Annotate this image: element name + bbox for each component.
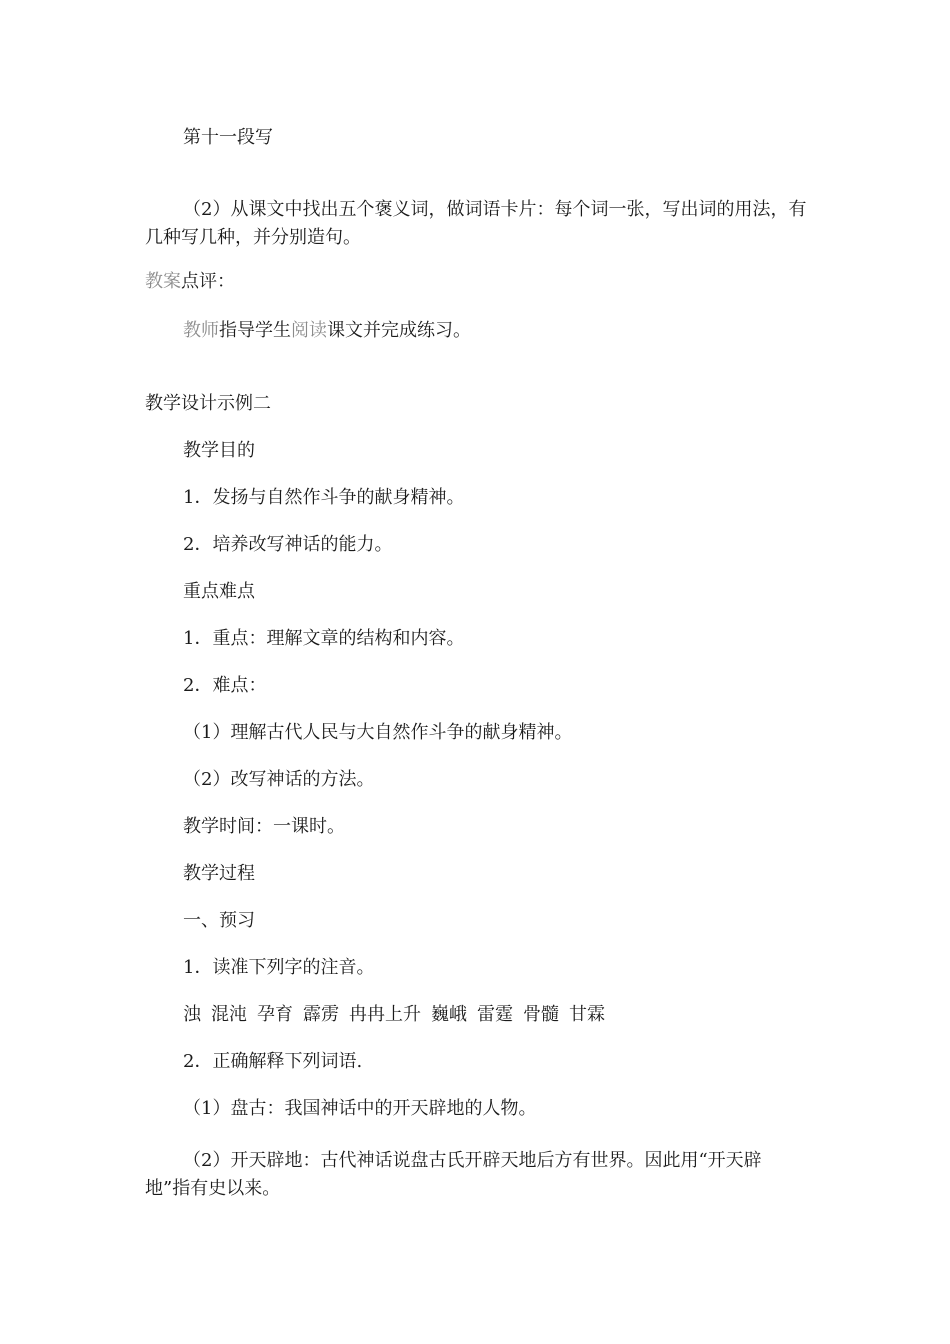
vocab-word: 巍峨: [431, 1004, 467, 1025]
objective-item-2: 2．培养改写神话的能力。: [183, 534, 393, 555]
definition-2-line-1: （2）开天辟地：古代神话说盘古氏开辟天地后方有世界。因此用“开天辟: [183, 1150, 762, 1171]
comment-label: 点评：: [181, 271, 235, 292]
vocab-word: 骨髓: [523, 1004, 559, 1025]
vocab-word: 雷霆: [477, 1004, 513, 1025]
vocab-word: 孕育: [257, 1004, 293, 1025]
key-point-2-1: （1）理解古代人民与大自然作斗争的献身精神。: [183, 722, 573, 743]
vocab-word: 混沌: [211, 1004, 247, 1025]
design-example-title: 教学设计示例二: [145, 393, 271, 414]
key-point-2: 2．难点：: [183, 675, 267, 696]
definition-1: （1）盘古：我国神话中的开天辟地的人物。: [183, 1098, 537, 1119]
key-point-1: 1．重点：理解文章的结构和内容。: [183, 628, 465, 649]
definition-2-line-2: 地”指有史以来。: [145, 1178, 281, 1199]
exercise-2-line-2: 几种写几种，并分别造句。: [145, 227, 361, 248]
process-heading: 教学过程: [183, 863, 255, 884]
key-point-2-2: （2）改写神话的方法。: [183, 769, 375, 790]
lesson-plan-link[interactable]: 教案: [145, 271, 181, 292]
paragraph-eleventh: 第十一段写: [183, 127, 273, 148]
section-preview: 一、预习: [183, 910, 255, 931]
objective-item-1: 1．发扬与自然作斗争的献身精神。: [183, 487, 465, 508]
preview-item-2: 2．正确解释下列词语.: [183, 1051, 363, 1072]
reading-link[interactable]: 阅读: [291, 320, 327, 341]
teacher-guidance: 教师指导学生阅读课文并完成练习。: [183, 320, 471, 341]
key-points-heading: 重点难点: [183, 581, 255, 602]
exercise-2-line-1: （2）从课文中找出五个褒义词，做词语卡片：每个词一张，写出词的用法，有: [183, 199, 807, 220]
vocab-word: 浊: [183, 1004, 201, 1025]
vocab-word: 冉冉上升: [349, 1004, 421, 1025]
objective-heading: 教学目的: [183, 440, 255, 461]
preview-item-1: 1．读准下列字的注音。: [183, 957, 375, 978]
vocabulary-list: [183, 999, 605, 1031]
lesson-comment: [145, 266, 235, 298]
teacher-link[interactable]: 教师: [183, 320, 219, 341]
vocab-word: 霹雳: [303, 1004, 339, 1025]
teaching-time: 教学时间：一课时。: [183, 816, 345, 837]
vocab-word: 甘霖: [569, 1004, 605, 1025]
